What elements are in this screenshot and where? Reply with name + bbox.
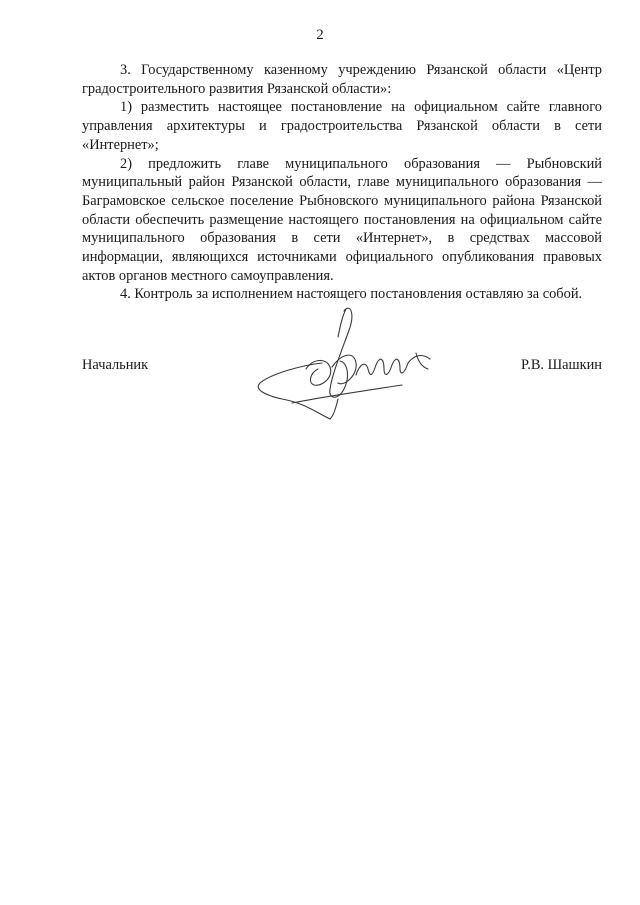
document-body: [82, 61, 602, 304]
signer-name: Р.В. Шашкин: [521, 357, 602, 373]
paragraph-item-4: 4. Контроль за исполнением настоящего постановления оставляю за собой.: [120, 286, 583, 303]
paragraph-item-3: 3. Государственному казенному учреждению Рязанской области «Центр градостроительного развития Рязанской области»:: [82, 62, 602, 97]
paragraph-subitem-1: 1) разместить настоящее постановление на официальном сайте главного управления архитектуры и градостроительства Рязанской области в сети «Интернет»;: [82, 99, 602, 153]
paragraph-subitem-2: 2) предложить главе муниципального образования — Рыбновский муниципальный район Рязанской области, главе муниципального образования — Баграмовское сельское поселение Рыбновского муниципального района Рязанской области обеспечить размещение настоящего постановления на официальном сайте муниципального образования в сети «Интернет», в средствах массовой информации, являющихся источниками официального опубликования правовых актов органов местного самоуправления.: [82, 155, 602, 284]
page-number: 2: [316, 27, 324, 43]
signer-position: Начальник: [82, 357, 149, 373]
signature-block: [82, 357, 602, 377]
